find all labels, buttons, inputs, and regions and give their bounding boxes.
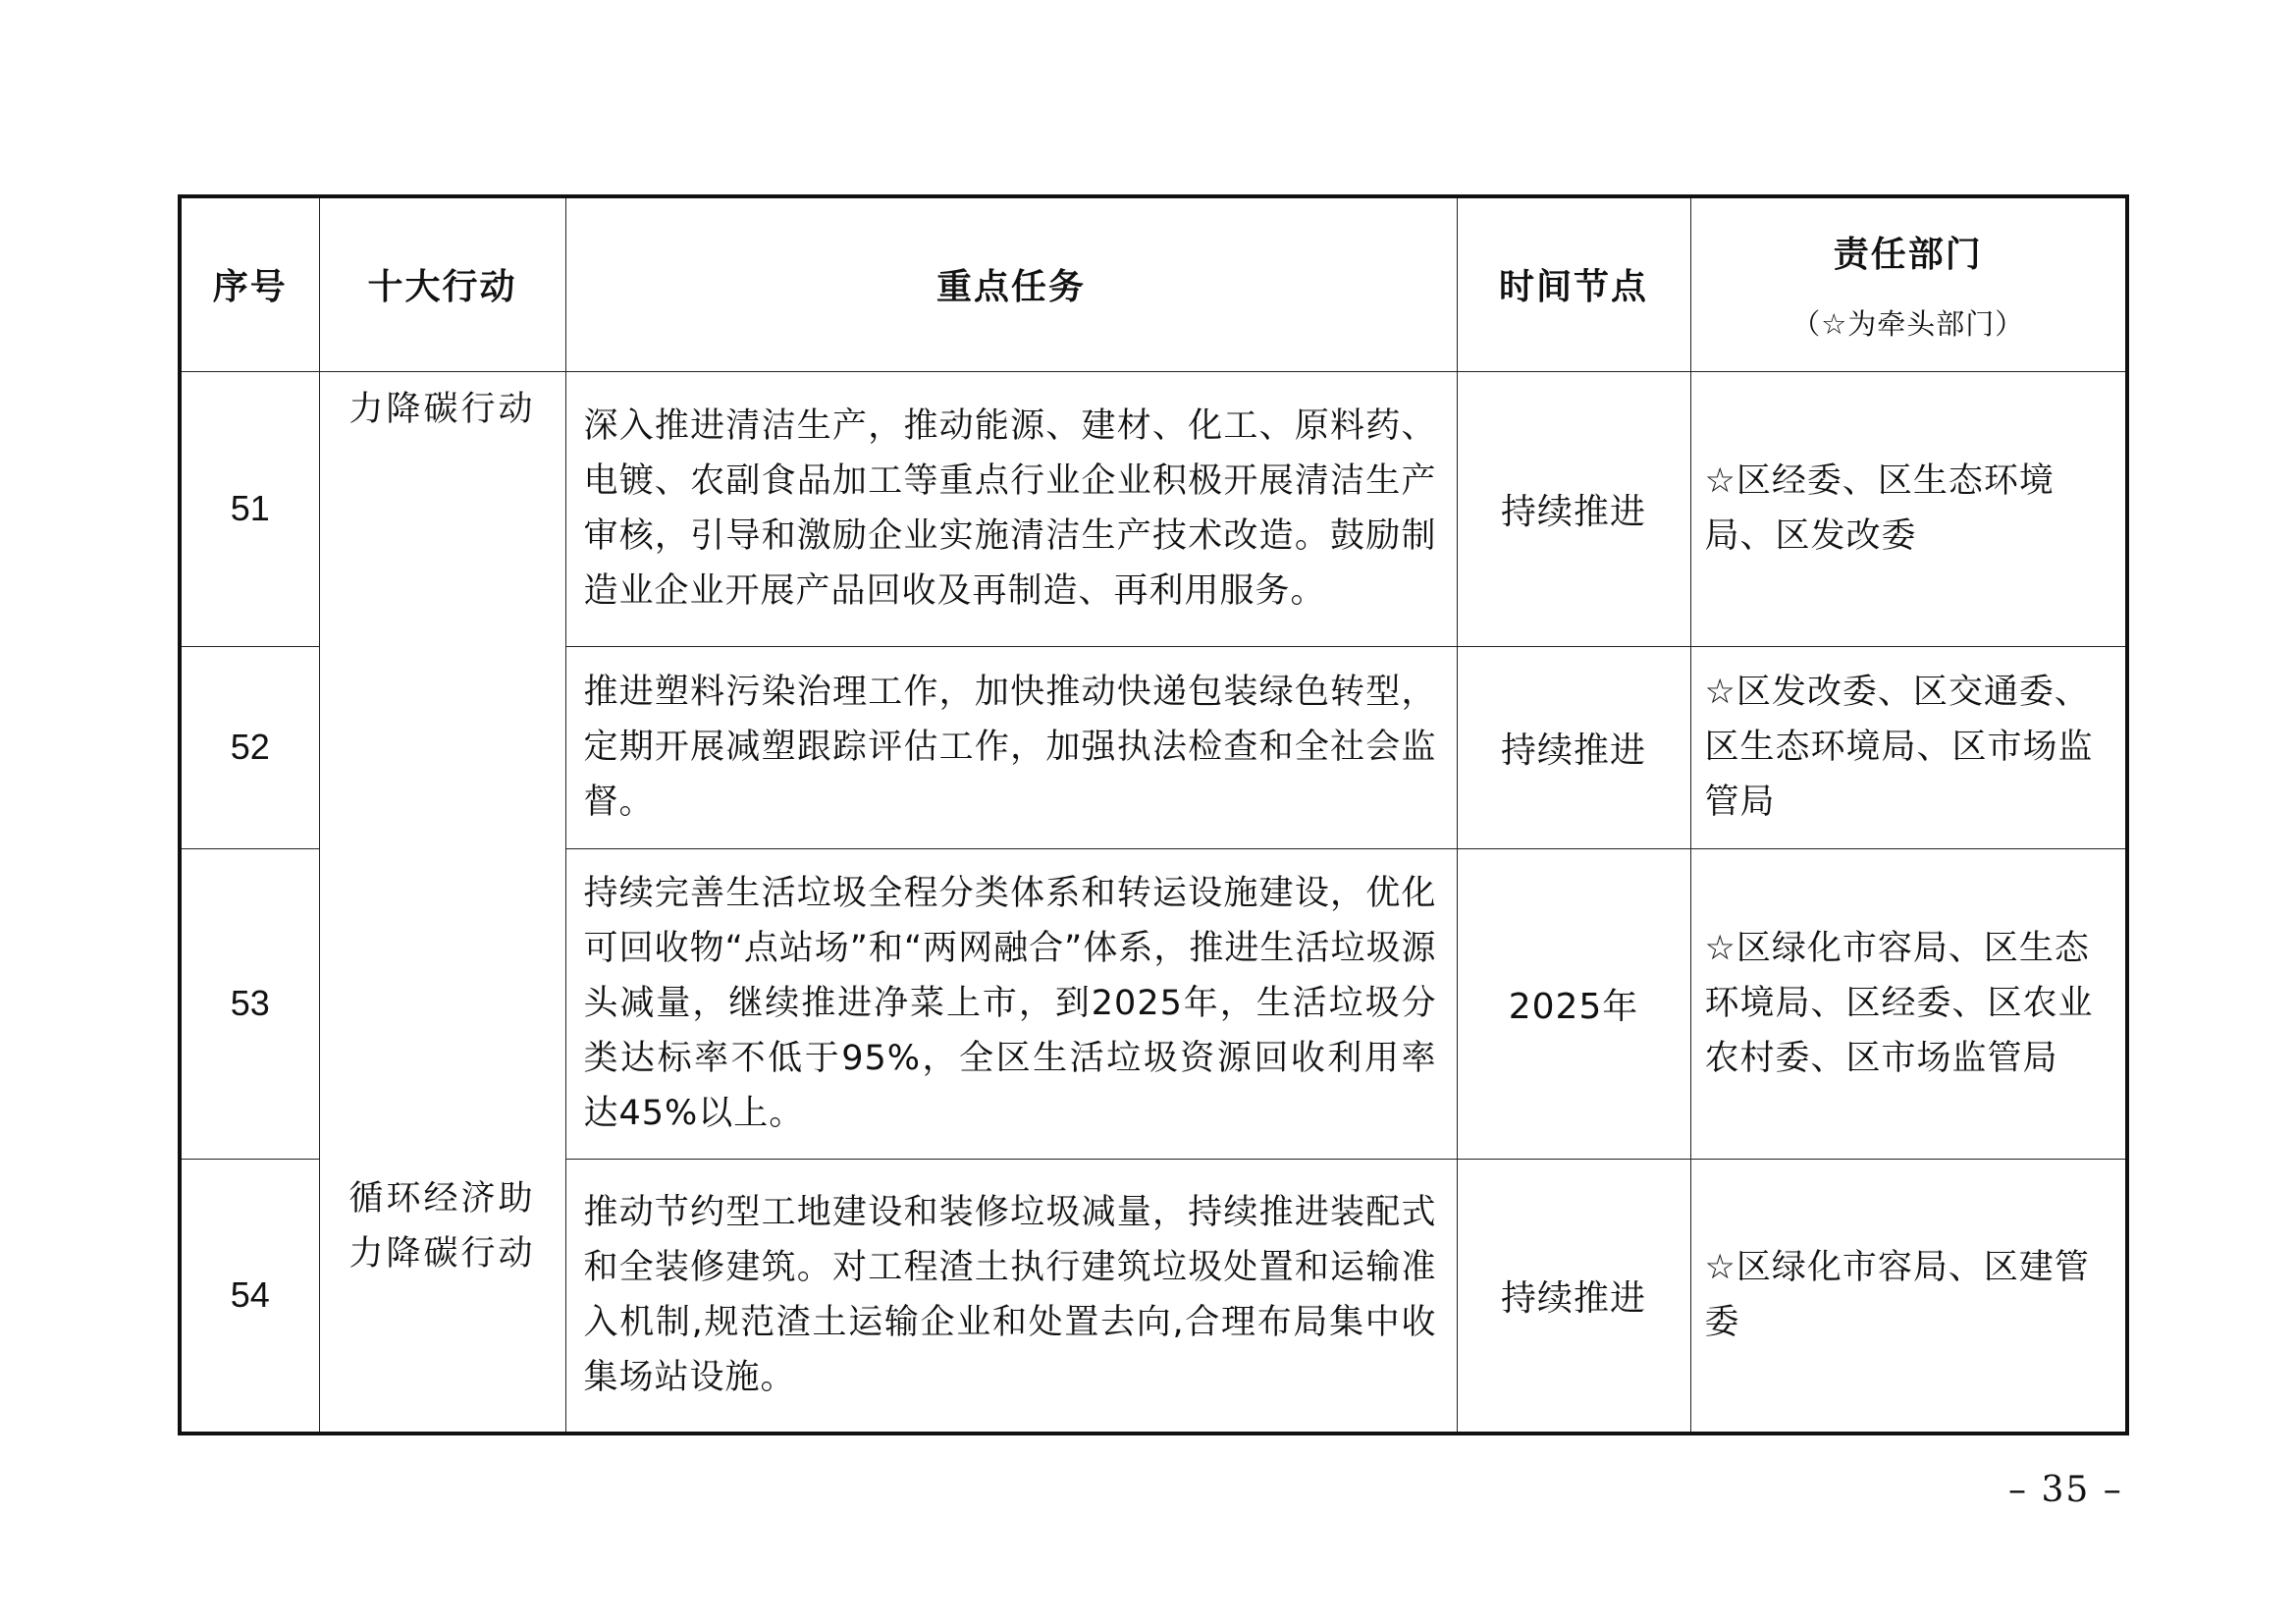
action-main-line1: 循环经济助 [348,1178,536,1218]
action-continued-label: 力降碳行动 [348,389,536,429]
header-dept-title: 责任部门 [1833,234,1983,275]
header-no: 序号 [180,196,319,371]
action-cell [319,371,565,1434]
header-task: 重点任务 [565,196,1457,371]
responsible-dept: ☆区绿化市容局、区生态环境局、区经委、区农业农村委、区市场监管局 [1690,848,2127,1159]
row-number: 54 [180,1159,319,1434]
time-node: 持续推进 [1457,1159,1690,1434]
row-number: 52 [180,646,319,848]
time-node: 持续推进 [1457,646,1690,848]
table-row [180,371,2127,646]
header-action: 十大行动 [319,196,565,371]
table-header-row [180,196,2127,371]
task-text: 推进塑料污染治理工作，加快推动快递包装绿色转型，定期开展减塑跟踪评估工作，加强执法检查和全社会监督。 [565,646,1457,848]
task-text: 推动节约型工地建设和装修垃圾减量，持续推进装配式和全装修建筑。对工程渣土执行建筑垃圾处置和运输准入机制,规范渣土运输企业和处置去向,合理布局集中收集场站设施。 [565,1159,1457,1434]
responsible-dept: ☆区经委、区生态环境局、区发改委 [1690,371,2127,646]
task-text: 深入推进清洁生产，推动能源、建材、化工、原料药、电镀、农副食品加工等重点行业企业积极开展清洁生产审核，引导和激励企业实施清洁生产技术改造。鼓励制造业企业开展产品回收及再制造、再利用服务。 [565,371,1457,646]
row-number: 53 [180,848,319,1159]
header-dept-note: （☆为牵头部门） [1791,306,2025,341]
responsible-dept: ☆区绿化市容局、区建管委 [1690,1159,2127,1434]
time-node: 持续推进 [1457,371,1690,646]
row-number: 51 [180,371,319,646]
action-main-label [320,1171,565,1281]
header-time: 时间节点 [1457,196,1690,371]
header-dept [1690,196,2127,371]
time-node: 2025年 [1457,848,1690,1159]
task-text: 持续完善生活垃圾全程分类体系和转运设施建设，优化可回收物“点站场”和“两网融合”体系，推进生活垃圾源头减量，继续推进净菜上市，到2025年，生活垃圾分类达标率不低于95%，全区生活垃圾资源回收利用率达45%以上。 [565,848,1457,1159]
page-number: – 35 – [2008,1470,2123,1510]
task-table [178,194,2129,1435]
action-main-line2: 力降碳行动 [348,1233,536,1273]
responsible-dept: ☆区发改委、区交通委、区生态环境局、区市场监管局 [1690,646,2127,848]
